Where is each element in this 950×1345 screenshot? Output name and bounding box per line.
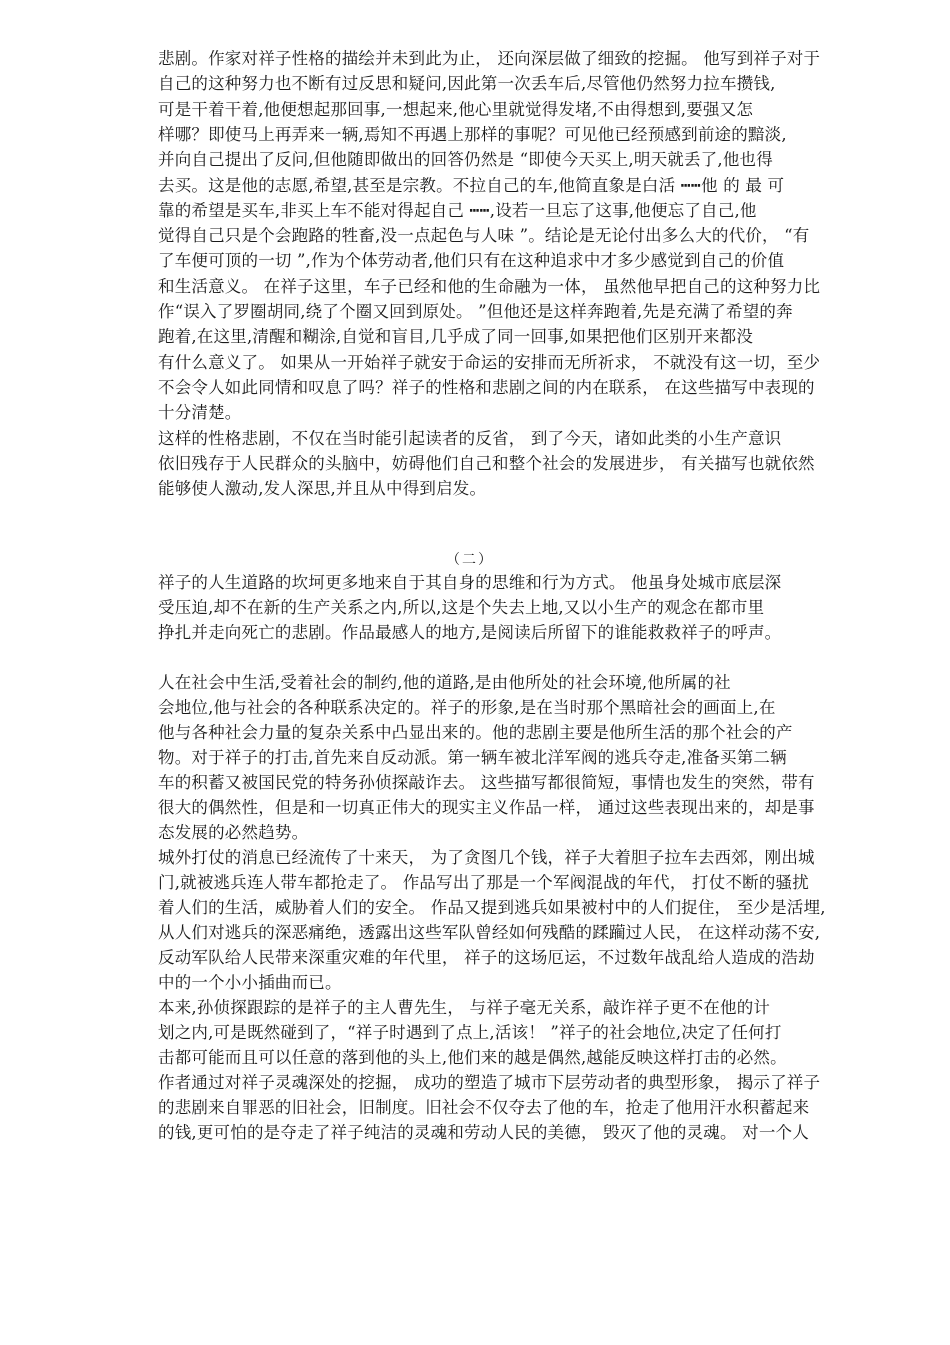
text-line: 这样的性格悲剧，不仅在当时能引起读者的反省， 到了今天，诸如此类的小生产意识 [158, 428, 782, 448]
text-line: 自己的这种努力也不断有过反思和疑问,因此第一次丢车后,尽管他仍然努力拉车攒钱, [158, 74, 776, 94]
text-line: 车的积蓄又被国民党的特务孙侦探敲诈去。 这些描写都很简短，事情也发生的突然，带有 [158, 773, 815, 792]
text-line: 本来,孙侦探跟踪的是祥子的主人曹先生， 与祥子毫无关系，敲诈祥子更不在他的计 [158, 998, 771, 1017]
text-line: 去买。这是他的志愿,希望,甚至是宗教。不拉自己的车,他简直象是白活 ┅┅他 的 最 可 [158, 175, 785, 195]
text-line: 和生活意义。 在祥子这里，车子已经和他的生命融为一体， 虽然他早把自己的这种努力比 [158, 276, 821, 296]
text-line: 可是干着干着,他便想起那回事,一想起来,他心里就觉得发堵,不由得想到,要强又怎 [158, 99, 754, 119]
text-line: 挣扎并走向死亡的悲剧。作品最感人的地方,是阅读后所留下的谁能救救祥子的呼声。 [158, 623, 782, 642]
text-line: 人在社会中生活,受着社会的制约,他的道路,是由他所处的社会环境,他所属的社 [158, 673, 731, 692]
text-line: 悲剧。作家对祥子性格的描绘并未到此为止， 还向深层做了细致的挖掘。 他写到祥子对于 [158, 49, 821, 68]
text-line: 并向自己提出了反问,但他随即做出的回答仍然是 “即使今天买上,明天就丢了,他也得 [158, 150, 773, 170]
text-line: 的钱,更可怕的是夺走了祥子纯洁的灵魂和劳动人民的美德， 毁灭了他的灵魂。 对一个人 [158, 1123, 809, 1142]
text-line: 样哪？即使马上再弄来一辆,焉知不再遇上那样的事呢？可见他已经预感到前途的黯淡, [158, 124, 787, 144]
text-line: 划之内,可是既然碰到了，“祥子时遇到了点上,活该！ ”祥子的社会地位,决定了任何打 [158, 1023, 782, 1042]
text-line: 受压迫,却不在新的生产关系之内,所以,这是个失去上地,又以小生产的观念在都市里 [158, 598, 765, 617]
text-line: 靠的希望是买车,非买上车不能对得起自己 ┅┅,设若一旦忘了这事,他便忘了自己,他 [158, 200, 757, 220]
text-line: 了车便可顶的一切 ”,作为个体劳动者,他们只有在这种追求中才多少感觉到自己的价值 [158, 251, 785, 271]
text-line: 跑着,在这里,清醒和糊涂,自觉和盲目,几乎成了同一回事,如果把他们区别开来都没 [158, 327, 754, 347]
text-line: 城外打仗的消息已经流传了十来天， 为了贪图几个钱，祥子大着胆子拉车去西郊，刚出城 [158, 848, 815, 867]
text-line: 中的一个小小插曲而已。 [158, 973, 342, 992]
text-line: 门,就被逃兵连人带车都抢走了。 作品写出了那是一个军阀混战的年代， 打仗不断的骚扰 [158, 873, 809, 892]
text-line: 反动军队给人民带来深重灾难的年代里， 祥子的这场厄运，不过数年战乱给人造成的浩劫 [158, 948, 815, 967]
text-line: 会地位,他与社会的各种联系决定的。祥子的形象,是在当时那个黑暗社会的画面上,在 [158, 698, 776, 717]
text-line: 从人们对逃兵的深恶痛绝，透露出这些军队曾经如何残酷的蹂躏过人民， 在这样动荡不安, [158, 923, 821, 942]
section-heading: （二） [446, 552, 494, 568]
text-line: 很大的偶然性，但是和一切真正伟大的现实主义作品一样， 通过这些表现出来的，却是事 [158, 798, 815, 817]
text-line: 不会令人如此同情和叹息了吗？祥子的性格和悲剧之间的内在联系， 在这些描写中表现的 [158, 377, 815, 397]
text-line: 十分清楚。 [158, 403, 242, 423]
text-line: 物。对于祥子的打击,首先来自反动派。第一辆车被北洋军阀的逃兵夺走,准备买第二辆 [158, 748, 787, 767]
text-line: 依旧残存于人民群众的头脑中，妨碍他们自己和整个社会的发展进步， 有关描写也就依然 [158, 453, 815, 473]
text-line: 作“误入了罗圈胡同,绕了个圈又回到原处。 ”但他还是这样奔跑着,先是充满了希望的奔 [158, 302, 793, 321]
text-line: 能够使人激动,发人深思,并且从中得到启发。 [158, 479, 487, 499]
text-line: 作者通过对祥子灵魂深处的挖掘， 成功的塑造了城市下层劳动者的典型形象， 揭示了祥子 [158, 1073, 821, 1092]
text-line: 祥子的人生道路的坎坷更多地来自于其自身的思维和行为方式。 他虽身处城市底层深 [158, 573, 782, 592]
text-line: 态发展的必然趋势。 [158, 823, 309, 842]
text-line: 有什么意义了。 如果从一开始祥子就安于命运的安排而无所祈求， 不就没有这一切，至少 [158, 352, 821, 372]
text-line: 的悲剧来自罪恶的旧社会，旧制度。旧社会不仅夺去了他的车，抢走了他用汗水积蓄起来 [158, 1098, 810, 1117]
text-line: 他与各种社会力量的复杂关系中凸显出来的。他的悲剧主要是他所生活的那个社会的产 [158, 723, 793, 742]
text-line: 击都可能而且可以任意的落到他的头上,他们来的越是偶然,越能反映这样打击的必然。 [158, 1048, 787, 1067]
text-line: 觉得自己只是个会跑路的牲畜,没一点起色与人味 ”。结论是无论付出多么大的代价， “有 [158, 226, 810, 246]
text-line: 着人们的生活，威胁着人们的安全。 作品又提到逃兵如果被村中的人们捉住， 至少是活埋, [158, 898, 826, 917]
